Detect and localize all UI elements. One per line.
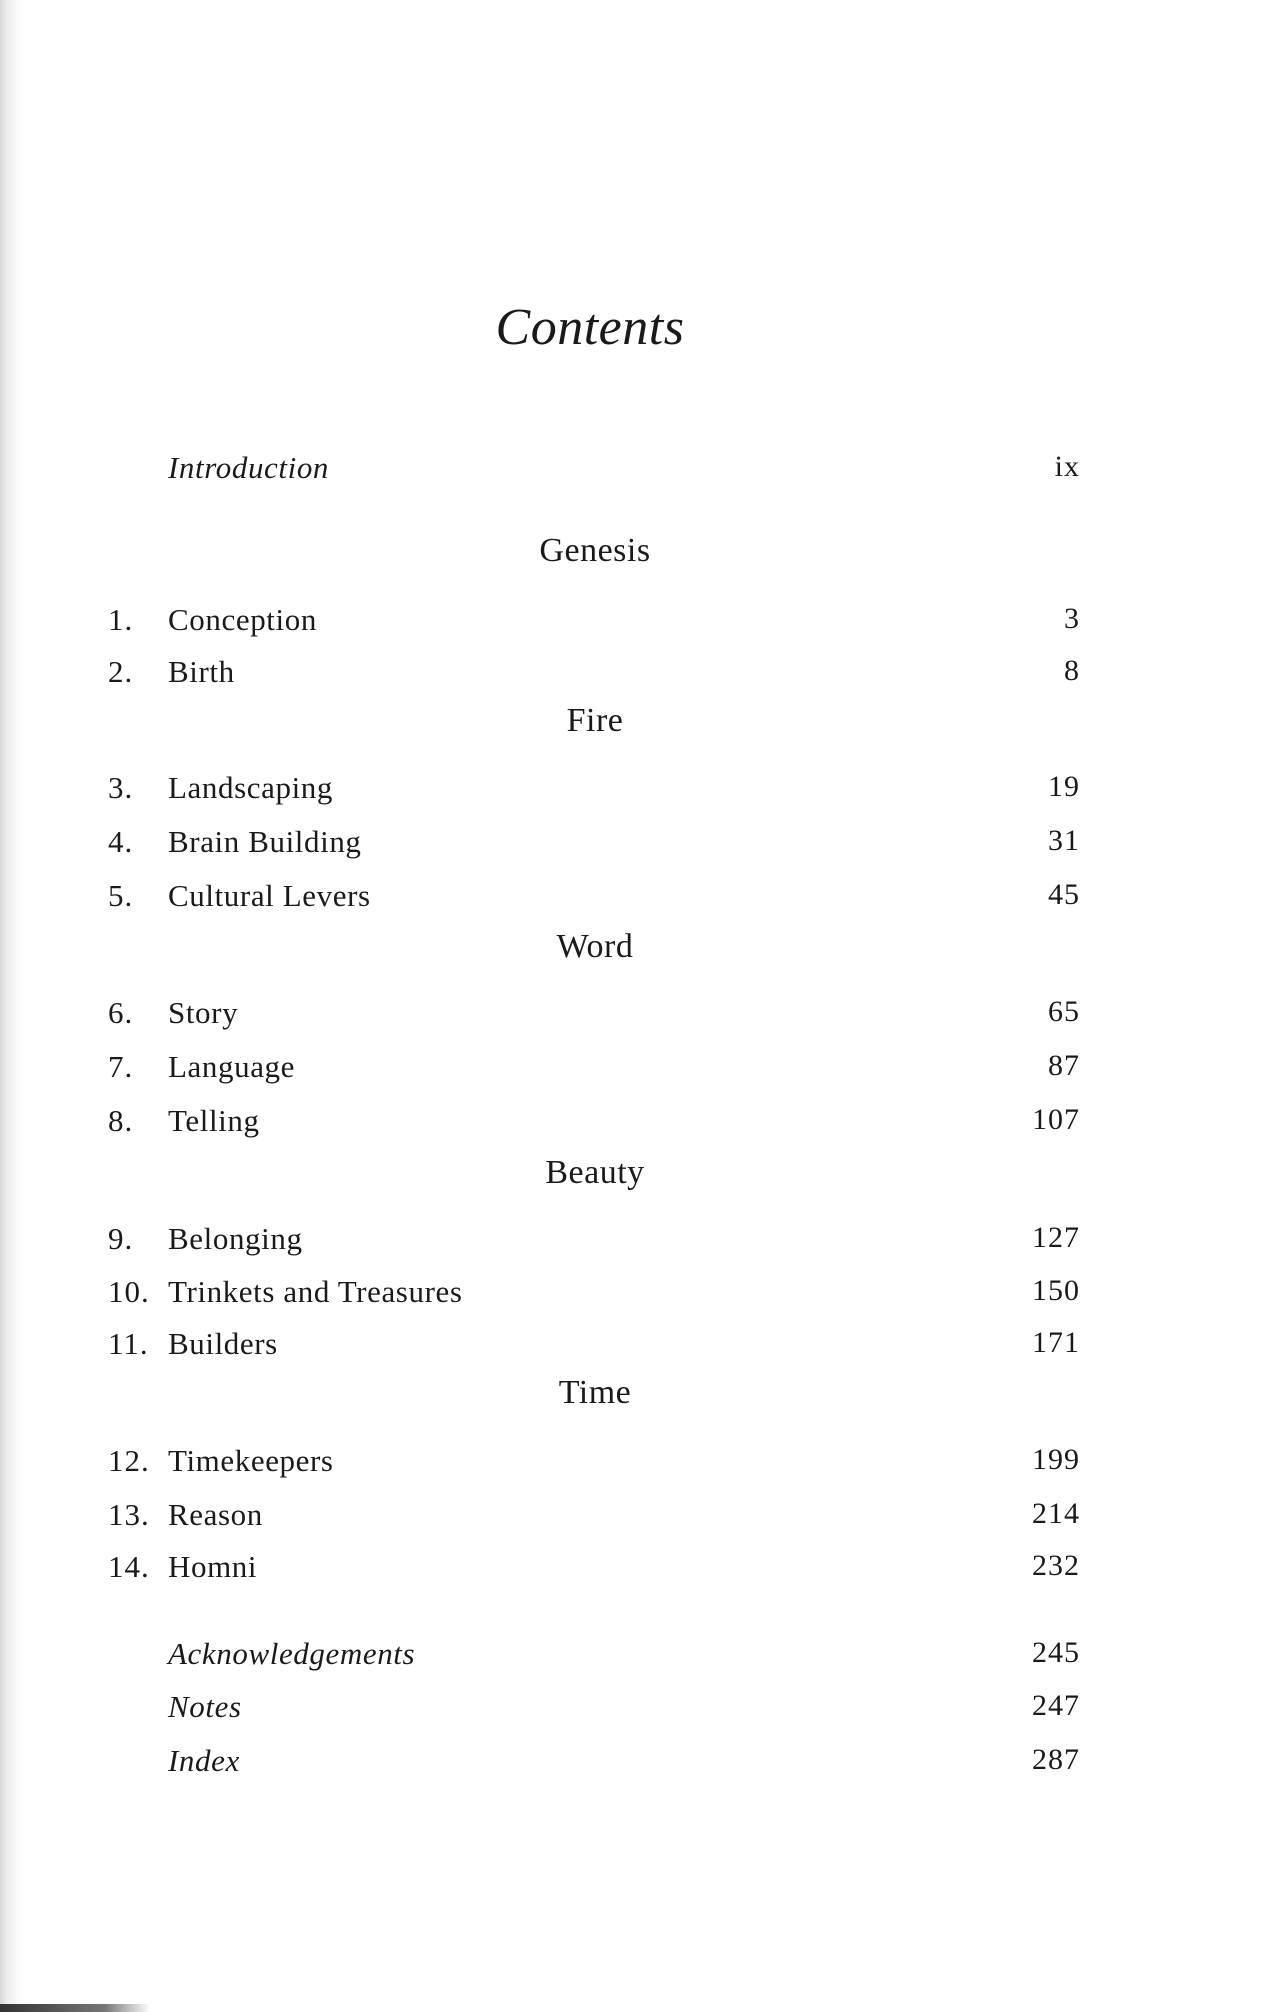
toc-entry-chapter-4[interactable] bbox=[0, 824, 1272, 868]
toc-entry-page: 45 bbox=[1048, 878, 1080, 911]
toc-entry-introduction[interactable] bbox=[0, 450, 1272, 494]
page-title: Contents bbox=[495, 299, 685, 356]
section-heading-time: Time bbox=[558, 1374, 632, 1411]
toc-entry-label: Introduction bbox=[168, 450, 330, 485]
toc-entry-number: 8. bbox=[108, 1103, 134, 1138]
toc-entry-chapter-12[interactable] bbox=[0, 1443, 1272, 1487]
toc-entry-chapter-9[interactable] bbox=[0, 1221, 1272, 1265]
toc-entry-page: 65 bbox=[1048, 995, 1080, 1028]
toc-entry-label: Language bbox=[168, 1049, 296, 1084]
toc-entry-page: 3 bbox=[1064, 602, 1080, 635]
toc-entry-label: Index bbox=[168, 1743, 240, 1778]
page-bottom-edge bbox=[0, 2004, 150, 2012]
toc-entry-page: 199 bbox=[1032, 1443, 1080, 1476]
toc-entry-page: 247 bbox=[1032, 1689, 1080, 1722]
toc-entry-chapter-3[interactable] bbox=[0, 770, 1272, 814]
toc-entry-number: 2. bbox=[108, 654, 134, 689]
toc-entry-chapter-14[interactable] bbox=[0, 1549, 1272, 1593]
section-heading-fire: Fire bbox=[566, 702, 624, 739]
toc-entry-label: Brain Building bbox=[168, 824, 362, 859]
toc-entry-page: 127 bbox=[1032, 1221, 1080, 1254]
toc-entry-label: Telling bbox=[168, 1103, 260, 1138]
toc-entry-page: 245 bbox=[1032, 1636, 1080, 1669]
toc-entry-number: 1. bbox=[108, 602, 134, 637]
toc-entry-label: Timekeepers bbox=[168, 1443, 334, 1478]
toc-entry-label: Belonging bbox=[168, 1221, 303, 1256]
toc-entry-page: 8 bbox=[1064, 654, 1080, 687]
toc-entry-number: 5. bbox=[108, 878, 134, 913]
toc-entry-number: 10. bbox=[108, 1274, 150, 1309]
toc-entry-chapter-1[interactable] bbox=[0, 602, 1272, 646]
toc-entry-page: 232 bbox=[1032, 1549, 1080, 1582]
toc-entry-chapter-10[interactable] bbox=[0, 1274, 1272, 1318]
toc-entry-number: 14. bbox=[108, 1549, 150, 1584]
toc-entry-number: 9. bbox=[108, 1221, 134, 1256]
toc-entry-number: 12. bbox=[108, 1443, 150, 1478]
toc-entry-number: 3. bbox=[108, 770, 134, 805]
toc-entry-chapter-7[interactable] bbox=[0, 1049, 1272, 1093]
toc-entry-number: 11. bbox=[108, 1326, 149, 1361]
toc-entry-label: Builders bbox=[168, 1326, 278, 1361]
section-heading-word: Word bbox=[556, 928, 634, 965]
toc-entry-acknowledgements[interactable] bbox=[0, 1636, 1272, 1680]
toc-entry-label: Story bbox=[168, 995, 239, 1030]
toc-entry-index[interactable] bbox=[0, 1743, 1272, 1787]
toc-entry-label: Acknowledgements bbox=[168, 1636, 416, 1671]
toc-entry-label: Landscaping bbox=[168, 770, 333, 805]
toc-entry-page: 107 bbox=[1032, 1103, 1080, 1136]
toc-entry-label: Trinkets and Treasures bbox=[168, 1274, 463, 1309]
toc-entry-chapter-6[interactable] bbox=[0, 995, 1272, 1039]
toc-entry-page: 171 bbox=[1032, 1326, 1080, 1359]
toc-entry-number: 4. bbox=[108, 824, 134, 859]
toc-entry-notes[interactable] bbox=[0, 1689, 1272, 1733]
toc-entry-page: 214 bbox=[1032, 1497, 1080, 1530]
toc-entry-number: 13. bbox=[108, 1497, 150, 1532]
section-heading-beauty: Beauty bbox=[545, 1154, 645, 1191]
toc-entry-chapter-5[interactable] bbox=[0, 878, 1272, 922]
toc-entry-page: 87 bbox=[1048, 1049, 1080, 1082]
toc-entry-page: 19 bbox=[1048, 770, 1080, 803]
toc-entry-label: Homni bbox=[168, 1549, 258, 1584]
toc-entry-number: 7. bbox=[108, 1049, 134, 1084]
toc-entry-chapter-2[interactable] bbox=[0, 654, 1272, 698]
toc-entry-label: Cultural Levers bbox=[168, 878, 371, 913]
section-heading-genesis: Genesis bbox=[539, 532, 651, 569]
toc-entry-page: 31 bbox=[1048, 824, 1080, 857]
toc-entry-chapter-11[interactable] bbox=[0, 1326, 1272, 1370]
toc-entry-chapter-8[interactable] bbox=[0, 1103, 1272, 1147]
toc-entry-page: ix bbox=[1054, 450, 1080, 483]
toc-entry-page: 287 bbox=[1032, 1743, 1080, 1776]
toc-entry-label: Reason bbox=[168, 1497, 263, 1532]
toc-entry-number: 6. bbox=[108, 995, 134, 1030]
toc-entry-label: Notes bbox=[168, 1689, 242, 1724]
toc-entry-chapter-13[interactable] bbox=[0, 1497, 1272, 1541]
toc-entry-page: 150 bbox=[1032, 1274, 1080, 1307]
toc-entry-label: Birth bbox=[168, 654, 235, 689]
toc-entry-label: Conception bbox=[168, 602, 317, 637]
